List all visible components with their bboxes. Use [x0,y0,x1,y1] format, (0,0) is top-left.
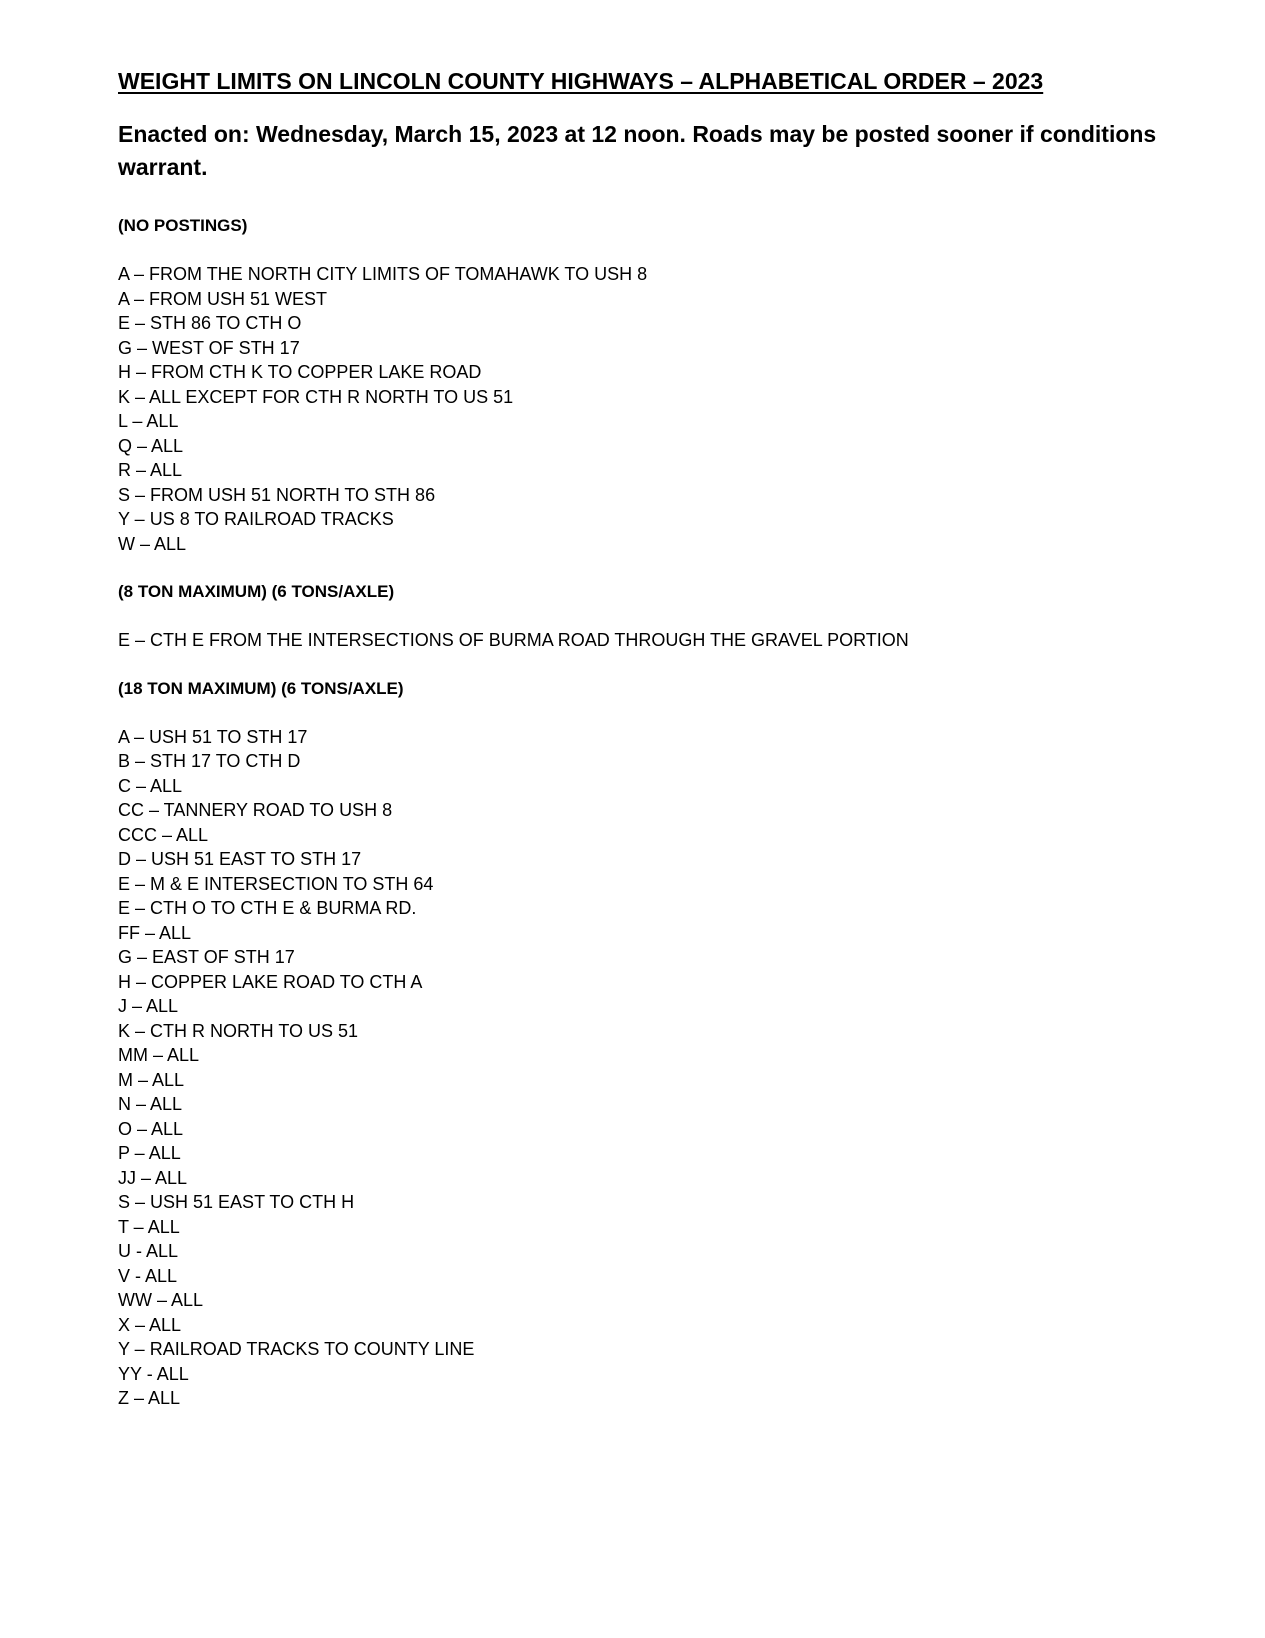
section-8-ton-maximum [118,580,1158,653]
section-no-postings [118,214,1158,556]
road-entry: JJ – ALL [118,1167,188,1188]
road-entry: W – ALL [118,533,187,554]
road-list [118,725,1158,1411]
road-entry: K – ALL EXCEPT FOR CTH R NORTH TO US 51 [118,386,514,407]
section-heading: (18 TON MAXIMUM) (6 TONS/AXLE) [118,678,404,698]
section-18-ton-maximum [118,677,1158,1411]
document-page [118,66,1158,1411]
road-entry: MM – ALL [118,1045,200,1065]
road-entry: A – FROM THE NORTH CITY LIMITS OF TOMAHAWK TO USH 8 [118,264,648,284]
road-entry: H – COPPER LAKE ROAD TO CTH A [118,971,423,992]
road-entry: Z – ALL [118,1388,181,1408]
section-heading: (NO POSTINGS) [118,216,248,235]
road-entry: E – CTH E FROM THE INTERSECTIONS OF BURMA ROAD THROUGH THE GRAVEL PORTION [118,630,909,650]
road-entry: FF – ALL [118,922,192,943]
road-entry: S – FROM USH 51 NORTH TO STH 86 [118,484,436,505]
road-entry: CCC – ALL [118,824,209,845]
road-entry: G – EAST OF STH 17 [118,947,295,967]
road-list [118,628,1158,653]
road-entry: CC – TANNERY ROAD TO USH 8 [118,800,393,820]
road-entry: K – CTH R NORTH TO US 51 [118,1020,359,1041]
road-entry: YY - ALL [118,1363,189,1384]
road-entry: G – WEST OF STH 17 [118,337,300,358]
road-entry: WW – ALL [118,1290,204,1310]
road-entry: U - ALL [118,1241,179,1261]
road-entry: A – USH 51 TO STH 17 [118,726,308,747]
road-entry: Y – US 8 TO RAILROAD TRACKS [118,509,394,529]
road-entry: H – FROM CTH K TO COPPER LAKE ROAD [118,362,482,382]
road-entry: R – ALL [118,460,183,480]
road-entry: E – CTH O TO CTH E & BURMA RD. [118,898,417,918]
road-entry: E – M & E INTERSECTION TO STH 64 [118,873,434,894]
road-entry: S – USH 51 EAST TO CTH H [118,1192,355,1212]
enacted-notice: Enacted on: Wednesday, March 15, 2023 at 12 noon. Roads may be posted sooner if conditions warrant. [118,121,1157,180]
road-entry: P – ALL [118,1143,181,1163]
road-entry: O – ALL [118,1118,184,1139]
road-entry: Y – RAILROAD TRACKS TO COUNTY LINE [118,1339,475,1359]
road-entry: E – STH 86 TO CTH O [118,313,302,333]
road-entry: X – ALL [118,1314,182,1335]
road-entry: Q – ALL [118,435,184,456]
road-entry: T – ALL [118,1216,180,1237]
road-entry: J – ALL [118,996,179,1016]
road-entry: C – ALL [118,775,183,796]
road-entry: B – STH 17 TO CTH D [118,751,301,771]
road-list [118,262,1158,556]
document-title: WEIGHT LIMITS ON LINCOLN COUNTY HIGHWAYS – ALPHABETICAL ORDER – 2023 [118,68,1044,94]
road-entry: L – ALL [118,411,179,431]
road-entry: N – ALL [118,1094,183,1114]
road-entry: A – FROM USH 51 WEST [118,288,328,309]
road-entry: D – USH 51 EAST TO STH 17 [118,849,362,869]
road-entry: V - ALL [118,1265,178,1286]
road-entry: M – ALL [118,1069,185,1090]
section-heading: (8 TON MAXIMUM) (6 TONS/AXLE) [118,582,395,601]
